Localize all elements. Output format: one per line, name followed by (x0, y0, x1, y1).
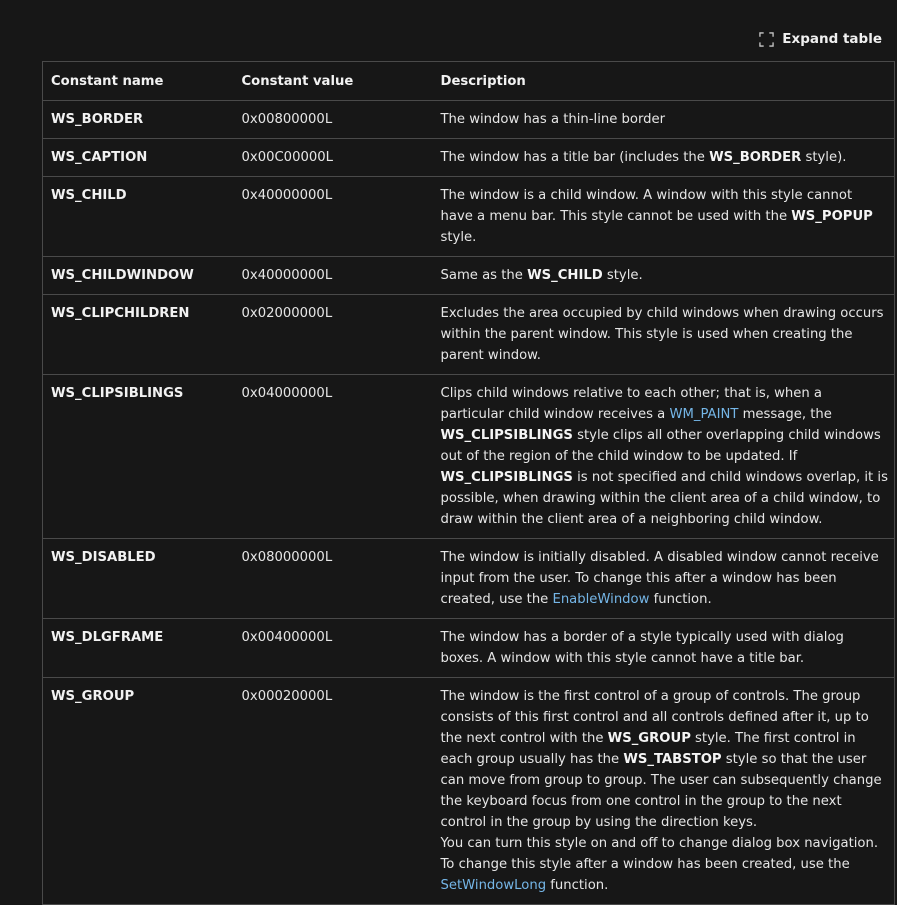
description-text: Excludes the area occupied by child windows when drawing occurs within the parent window. This style is used when creating the parent window. (440, 306, 884, 363)
table-row (43, 139, 895, 177)
description-text: Clips child windows relative to each other; that is, when a particular child window receives a (440, 386, 822, 422)
description-text: style clips all other overlapping child windows out of the region of the child window to be updated. If (440, 428, 881, 464)
constant-value-cell: 0x08000000L (234, 539, 433, 619)
constant-value-cell: 0x04000000L (234, 375, 433, 539)
constant-value-cell: 0x00020000L (234, 678, 433, 905)
constant-reference: WS_GROUP (607, 731, 691, 746)
table-row (43, 177, 895, 257)
description-text: style. (602, 268, 643, 283)
description-text: style. (440, 230, 477, 245)
description-paragraph (441, 265, 889, 286)
constant-value-cell: 0x00400000L (234, 619, 433, 678)
description-text: Same as the (440, 268, 528, 283)
description-paragraph (441, 185, 889, 248)
description-paragraph (441, 686, 889, 833)
table-row (43, 101, 895, 139)
description-text: The window has a thin-line border (440, 112, 666, 127)
constant-value-cell: 0x40000000L (234, 177, 433, 257)
constant-name-cell: WS_CLIPSIBLINGS (43, 375, 234, 539)
constant-name-cell: WS_CLIPCHILDREN (43, 295, 234, 375)
constant-value-cell: 0x00C00000L (234, 139, 433, 177)
description-text: The window has a border of a style typically used with dialog boxes. A window with this style cannot have a title bar. (440, 630, 844, 666)
header-constant-value: Constant value (234, 62, 433, 101)
description-paragraph (441, 303, 889, 366)
description-text: You can turn this style on and off to change dialog box navigation. To change this style after a window has been created, use the (440, 836, 879, 872)
constant-reference: WS_CHILD (527, 268, 603, 283)
description-cell (433, 177, 895, 257)
table-header-row (43, 62, 895, 101)
description-cell (433, 295, 895, 375)
description-text: style so that the user can move from group to group. The user can subsequently change the keyboard focus from one control in the group to the next control in the group by using the direction keys. (440, 752, 882, 830)
api-link[interactable]: WM_PAINT (669, 407, 739, 422)
constant-reference: WS_TABSTOP (623, 752, 722, 767)
constant-name-cell: WS_BORDER (43, 101, 234, 139)
table-row (43, 539, 895, 619)
constant-name-cell: WS_DISABLED (43, 539, 234, 619)
description-cell (433, 101, 895, 139)
api-link[interactable]: EnableWindow (552, 592, 650, 607)
description-paragraph (441, 833, 889, 896)
constant-name-cell: WS_CHILDWINDOW (43, 257, 234, 295)
description-paragraph (441, 109, 889, 130)
description-text: message, the (738, 407, 832, 422)
table-row (43, 375, 895, 539)
constant-value-cell: 0x00800000L (234, 101, 433, 139)
expand-table-label: Expand table (782, 31, 882, 47)
expand-table-button[interactable] (759, 29, 882, 49)
constant-name-cell: WS_CAPTION (43, 139, 234, 177)
constant-reference: WS_CLIPSIBLINGS (440, 428, 573, 443)
table-body (43, 101, 895, 905)
description-cell (433, 619, 895, 678)
description-cell (433, 678, 895, 905)
constants-table (42, 61, 895, 905)
description-text: is not specified and child windows overlap, it is possible, when drawing within the client area of a child window, to draw within the client area of a neighboring child window. (440, 470, 888, 527)
constants-table-container (42, 61, 897, 905)
expand-icon (759, 32, 774, 47)
constant-reference: WS_CLIPSIBLINGS (440, 470, 573, 485)
constant-reference: WS_BORDER (709, 150, 802, 165)
description-paragraph (441, 547, 889, 610)
constant-name-cell: WS_CHILD (43, 177, 234, 257)
header-description: Description (433, 62, 895, 101)
description-text: The window is initially disabled. A disabled window cannot receive input from the user. To change this after a window has been created, use the (440, 550, 879, 607)
description-text: The window is the first control of a group of controls. The group consists of this first control and all controls defined after it, up to the next control with the (440, 689, 869, 746)
constant-reference: WS_POPUP (791, 209, 873, 224)
description-cell (433, 257, 895, 295)
table-row (43, 295, 895, 375)
table-row (43, 678, 895, 905)
table-row (43, 619, 895, 678)
table-row (43, 257, 895, 295)
header-constant-name: Constant name (43, 62, 234, 101)
constant-value-cell: 0x40000000L (234, 257, 433, 295)
description-text: The window has a title bar (includes the (440, 150, 710, 165)
constant-name-cell: WS_DLGFRAME (43, 619, 234, 678)
description-text: The window is a child window. A window with this style cannot have a menu bar. This style cannot be used with the (440, 188, 853, 224)
description-text: style. The first control in each group usually has the (440, 731, 856, 767)
description-text: function. (649, 592, 712, 607)
description-cell (433, 139, 895, 177)
description-cell (433, 375, 895, 539)
constant-name-cell: WS_GROUP (43, 678, 234, 905)
description-cell (433, 539, 895, 619)
description-paragraph (441, 383, 889, 530)
api-link[interactable]: SetWindowLong (440, 878, 547, 893)
description-paragraph (441, 147, 889, 168)
description-text: style). (801, 150, 847, 165)
constant-value-cell: 0x02000000L (234, 295, 433, 375)
description-text: function. (546, 878, 609, 893)
description-paragraph (441, 627, 889, 669)
